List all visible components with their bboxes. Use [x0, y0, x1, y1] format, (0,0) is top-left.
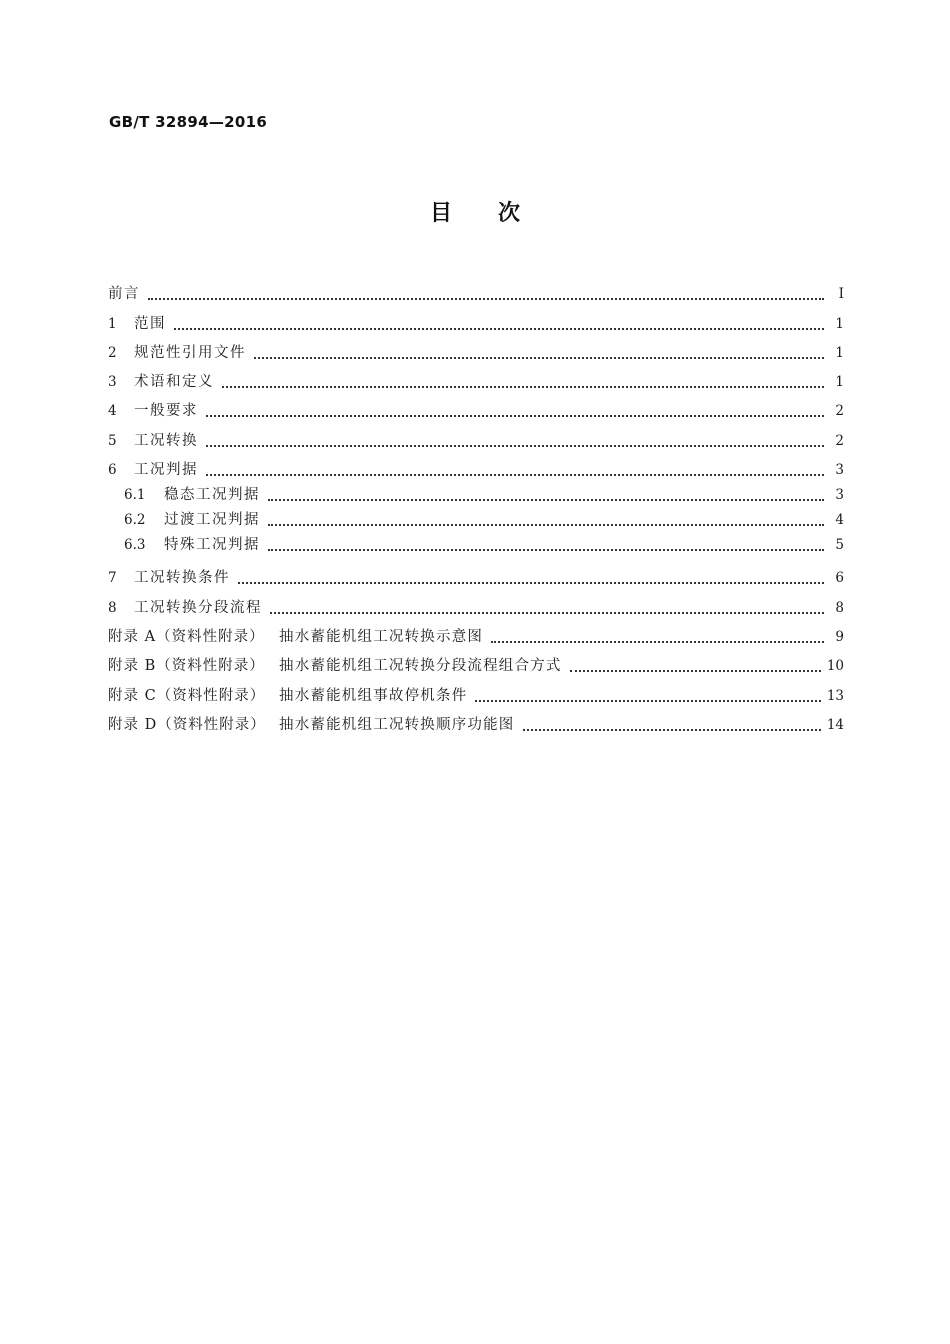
- toc-entry-number: 5: [108, 432, 117, 449]
- page-title: 目次: [429, 201, 566, 226]
- toc-entry-number: 2: [108, 344, 117, 361]
- toc-entry-6-2[interactable]: [108, 504, 844, 529]
- toc-entry-3[interactable]: [108, 362, 844, 391]
- toc-entry-1[interactable]: [108, 303, 844, 332]
- dot-leader: [254, 356, 824, 359]
- toc-entry-2[interactable]: [108, 333, 844, 362]
- toc-entry-title: 抽水蓄能机组工况转换分段流程组合方式: [279, 658, 562, 675]
- toc-entry-title: 过渡工况判据: [164, 512, 260, 529]
- dot-leader: [475, 699, 820, 702]
- toc-entry-title: 抽水蓄能机组事故停机条件: [279, 687, 468, 704]
- toc-entry-6-1[interactable]: [108, 479, 844, 504]
- toc-entry-page: 1: [835, 344, 844, 361]
- toc-entry-title: 范围: [134, 315, 166, 332]
- dot-leader: [174, 327, 824, 330]
- toc-entry-number: 6: [108, 462, 117, 479]
- toc-entry-page: 6: [835, 570, 844, 587]
- dot-leader: [491, 640, 824, 643]
- toc-entry-page: 2: [835, 432, 844, 449]
- toc-entry-page: 9: [835, 628, 844, 645]
- toc-entry-page: 13: [826, 687, 844, 704]
- toc-entry-number: 6.1: [124, 487, 146, 504]
- toc-entry-6-3[interactable]: [108, 529, 844, 554]
- toc-entry-appendix-a[interactable]: [108, 617, 844, 646]
- toc-entry-page: 4: [835, 512, 844, 529]
- dot-leader: [523, 728, 821, 731]
- toc-entry-title: 工况转换分段流程: [134, 599, 262, 616]
- toc-entry-4[interactable]: [108, 391, 844, 420]
- toc-entry-number: 附录 D（资料性附录）: [108, 716, 266, 733]
- toc-entry-title: 规范性引用文件: [134, 344, 246, 361]
- toc-entry-title: 前言: [108, 286, 140, 303]
- toc-entry-title: 工况转换条件: [134, 570, 230, 587]
- toc-entry-number: 附录 C（资料性附录）: [108, 687, 266, 704]
- toc-entry-5[interactable]: [108, 420, 844, 449]
- toc-entry-7[interactable]: [108, 558, 844, 587]
- toc-entry-page: 3: [835, 462, 844, 479]
- toc-entry-title: 稳态工况判据: [164, 487, 260, 504]
- toc-entry-appendix-b[interactable]: [108, 646, 844, 675]
- toc-entry-number: 7: [108, 570, 117, 587]
- toc-entry-number: 3: [108, 374, 117, 391]
- toc-entry-page: 5: [835, 537, 844, 554]
- dot-leader: [270, 611, 824, 614]
- dot-leader: [222, 385, 824, 388]
- toc-entry-title: 特殊工况判据: [164, 537, 260, 554]
- toc-entry-6[interactable]: [108, 450, 844, 479]
- toc-entry-title: 工况转换: [134, 432, 198, 449]
- toc-entry-number: 4: [108, 403, 117, 420]
- toc-entry-foreword[interactable]: [108, 274, 844, 303]
- toc-entry-title: 一般要求: [134, 403, 198, 420]
- toc-entry-page: 8: [835, 599, 844, 616]
- dot-leader: [206, 444, 824, 447]
- dot-leader: [206, 473, 824, 476]
- toc-entry-number: 附录 A（资料性附录）: [108, 628, 265, 645]
- dot-leader: [148, 297, 824, 300]
- toc-entry-page: 14: [826, 716, 844, 733]
- dot-leader: [570, 669, 821, 672]
- toc-entry-title: 工况判据: [134, 462, 198, 479]
- dot-leader: [268, 498, 824, 501]
- toc-entry-number: 6.3: [124, 537, 146, 554]
- toc-entry-title: 抽水蓄能机组工况转换顺序功能图: [279, 716, 515, 733]
- toc-entry-8[interactable]: [108, 587, 844, 616]
- standard-code: GB/T 32894—2016: [109, 113, 268, 131]
- toc-entry-number: 1: [108, 315, 117, 332]
- toc-entry-appendix-c[interactable]: [108, 675, 844, 704]
- toc-entry-page: 1: [835, 315, 844, 332]
- toc-entry-page: 2: [835, 403, 844, 420]
- toc-entry-page: 3: [835, 487, 844, 504]
- toc-entry-page: 1: [835, 374, 844, 391]
- table-of-contents: [108, 274, 844, 734]
- toc-entry-page: 10: [826, 658, 844, 675]
- toc-entry-page: Ⅰ: [838, 286, 844, 303]
- toc-entry-number: 附录 B（资料性附录）: [108, 658, 265, 675]
- dot-leader: [206, 414, 824, 417]
- dot-leader: [268, 548, 824, 551]
- toc-entry-number: 6.2: [124, 512, 146, 529]
- toc-entry-title: 术语和定义: [134, 374, 214, 391]
- toc-entry-title: 抽水蓄能机组工况转换示意图: [279, 628, 484, 645]
- toc-entry-number: 8: [108, 599, 117, 616]
- dot-leader: [268, 523, 824, 526]
- toc-entry-appendix-d[interactable]: [108, 705, 844, 734]
- dot-leader: [238, 581, 824, 584]
